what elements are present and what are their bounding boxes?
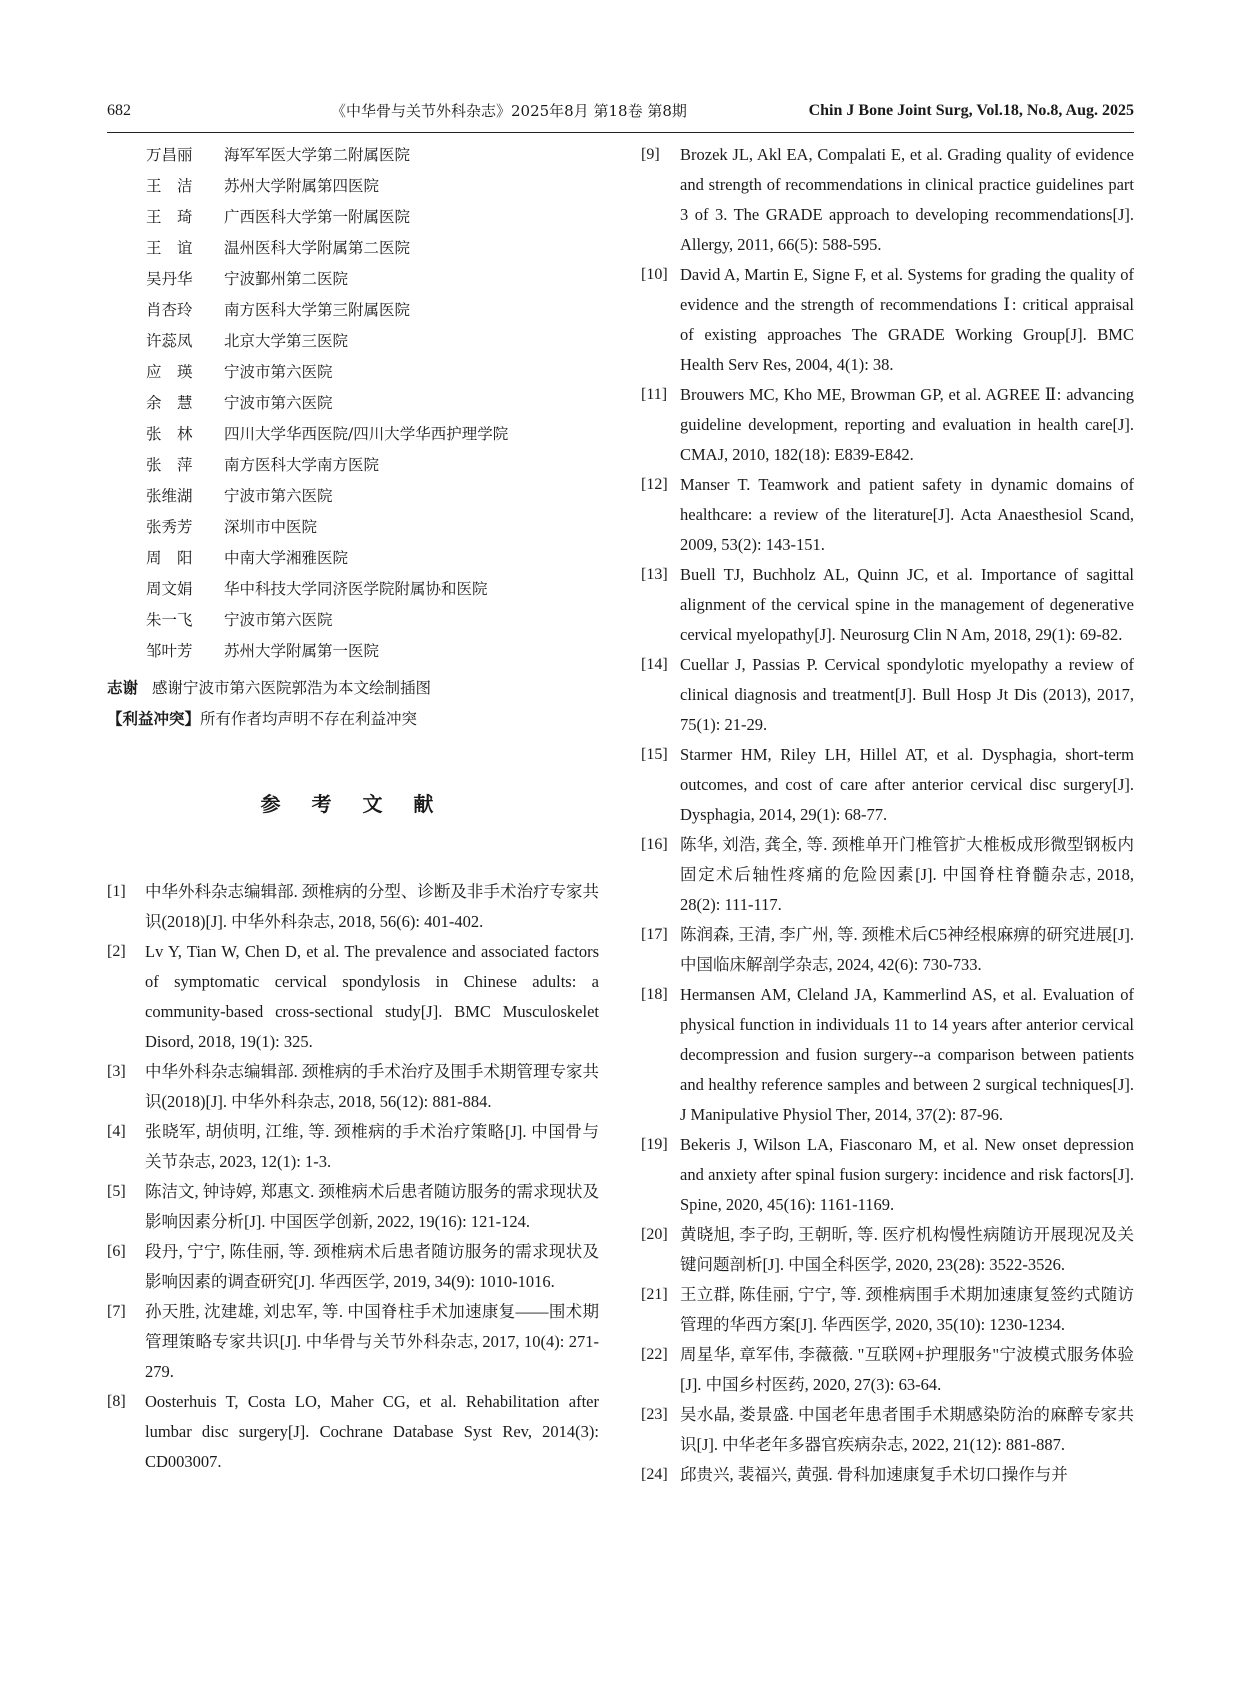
reference-text: 中华外科杂志编辑部. 颈椎病的分型、诊断及非手术治疗专家共识(2018)[J]. 中华外科杂志, 2018, 56(6): 401-402.	[145, 882, 599, 931]
reference-list-left	[107, 877, 599, 1477]
reference-number: [1]	[107, 883, 126, 900]
reference-text: 王立群, 陈佳丽, 宁宁, 等. 颈椎病围手术期加速康复签约式随访管理的华西方案[J]. 华西医学, 2020, 35(10): 1230-1234.	[680, 1285, 1134, 1334]
reference-item	[641, 380, 1134, 470]
member-name: 张维湖	[146, 487, 193, 505]
member-row	[107, 140, 599, 171]
reference-item	[641, 650, 1134, 740]
reference-item	[641, 140, 1134, 260]
member-row	[107, 295, 599, 326]
reference-text: Bekeris J, Wilson LA, Fiasconaro M, et al. New onset depression and anxiety after spinal fusion surgery: incidence and risk factors[J]. Spine, 2020, 45(16): 1161-1169.	[680, 1135, 1134, 1214]
reference-item	[641, 260, 1134, 380]
reference-number: [13]	[641, 566, 668, 583]
member-row	[107, 202, 599, 233]
reference-text: David A, Martin E, Signe F, et al. Systems for grading the quality of evidence and the strength of recommendations Ⅰ: critical appraisal of existing approaches The GRADE Working Group[J]. BMC Health Serv Res, 2004, 4(1): 38.	[680, 265, 1134, 374]
conflict-text: 所有作者均声明不存在利益冲突	[200, 710, 418, 728]
member-name: 张秀芳	[146, 518, 193, 536]
member-name: 万昌丽	[146, 146, 193, 164]
page-number: 682	[107, 102, 131, 119]
reference-text: Buell TJ, Buchholz AL, Quinn JC, et al. Importance of sagittal alignment of the cervical spine in the management of degenerative cervical myelopathy[J]. Neurosurg Clin N Am, 2018, 29(1): 69-82.	[680, 565, 1134, 644]
reference-number: [21]	[641, 1286, 668, 1303]
reference-item	[107, 937, 599, 1057]
member-row	[107, 574, 599, 605]
reference-text: 中华外科杂志编辑部. 颈椎病的手术治疗及围手术期管理专家共识(2018)[J]. 中华外科杂志, 2018, 56(12): 881-884.	[145, 1062, 599, 1111]
member-organization: 宁波市第六医院	[224, 611, 333, 629]
member-row	[107, 233, 599, 264]
reference-number: [22]	[641, 1346, 668, 1363]
reference-number: [14]	[641, 656, 668, 673]
reference-number: [15]	[641, 746, 668, 763]
reference-text: Oosterhuis T, Costa LO, Maher CG, et al. Rehabilitation after lumbar disc surgery[J]. Cochrane Database Syst Rev, 2014(3): CD003007.	[145, 1392, 599, 1471]
reference-text: 张晓军, 胡侦明, 江维, 等. 颈椎病的手术治疗策略[J]. 中国骨与关节杂志, 2023, 12(1): 1-3.	[145, 1122, 599, 1171]
right-column	[641, 140, 1134, 1490]
reference-number: [11]	[641, 386, 668, 403]
acknowledgement-block	[107, 673, 599, 735]
member-row	[107, 171, 599, 202]
reference-number: [7]	[107, 1303, 126, 1320]
conflict-label: 【利益冲突】	[107, 710, 201, 728]
member-row	[107, 388, 599, 419]
reference-item	[641, 1280, 1134, 1340]
member-organization: 南方医科大学南方医院	[224, 456, 380, 474]
reference-number: [4]	[107, 1123, 126, 1140]
reference-text: 陈洁文, 钟诗婷, 郑惠文. 颈椎病术后患者随访服务的需求现状及影响因素分析[J]. 中国医学创新, 2022, 19(16): 121-124.	[145, 1182, 599, 1231]
reference-text: Brozek JL, Akl EA, Compalati E, et al. Grading quality of evidence and strength of recommendations in clinical practice guidelines part 3 of 3. The GRADE approach to developing recommendations[J]. Allergy, 2011, 66(5): 588-595.	[680, 145, 1134, 254]
reference-item	[641, 560, 1134, 650]
member-row	[107, 357, 599, 388]
reference-text: Lv Y, Tian W, Chen D, et al. The prevalence and associated factors of symptomatic cervical spondylosis in Chinese adults: a community-based cross-sectional study[J]. BMC Musculoskelet Disord, 2018, 19(1): 325.	[145, 942, 599, 1051]
member-organization: 广西医科大学第一附属医院	[224, 208, 411, 226]
reference-number: [16]	[641, 836, 668, 853]
reference-number: [19]	[641, 1136, 668, 1153]
member-organization: 中南大学湘雅医院	[224, 549, 349, 567]
reference-item	[641, 1340, 1134, 1400]
reference-item	[641, 1460, 1134, 1490]
reference-number: [18]	[641, 986, 668, 1003]
reference-item	[107, 1297, 599, 1387]
reference-number: [12]	[641, 476, 668, 493]
reference-number: [20]	[641, 1226, 668, 1243]
member-row	[107, 419, 599, 450]
member-name: 余 慧	[146, 394, 193, 412]
member-name: 邹叶芳	[146, 642, 193, 660]
reference-text: 陈润森, 王清, 李广州, 等. 颈椎术后C5神经根麻痹的研究进展[J]. 中国临床解剖学杂志, 2024, 42(6): 730-733.	[680, 925, 1134, 974]
acknowledgement-label: 志谢	[107, 679, 139, 697]
reference-item	[641, 1130, 1134, 1220]
page-header	[107, 96, 1134, 126]
member-name: 应 瑛	[146, 363, 193, 381]
member-organization: 北京大学第三医院	[224, 332, 349, 350]
member-organization: 深圳市中医院	[224, 518, 318, 536]
reference-number: [23]	[641, 1406, 668, 1423]
reference-text: Brouwers MC, Kho ME, Browman GP, et al. AGREE Ⅱ: advancing guideline development, reporting and evaluation in health care[J]. CMAJ, 2010, 182(18): E839-E842.	[680, 385, 1134, 464]
reference-item	[107, 1117, 599, 1177]
member-organization: 温州医科大学附属第二医院	[224, 239, 411, 257]
member-name: 周文娟	[146, 580, 193, 598]
reference-item	[107, 1057, 599, 1117]
member-organization: 宁波鄞州第二医院	[224, 270, 349, 288]
reference-text: 邱贵兴, 裴福兴, 黄强. 骨科加速康复手术切口操作与并	[680, 1465, 1068, 1484]
acknowledgement	[107, 673, 599, 704]
reference-item	[641, 1220, 1134, 1280]
reference-text: Manser T. Teamwork and patient safety in dynamic domains of healthcare: a review of the literature[J]. Acta Anaesthesiol Scand, 2009, 53(2): 143-151.	[680, 475, 1134, 554]
member-row	[107, 636, 599, 667]
reference-number: [17]	[641, 926, 668, 943]
reference-item	[107, 1177, 599, 1237]
reference-number: [8]	[107, 1393, 126, 1410]
member-organization: 宁波市第六医院	[224, 487, 333, 505]
reference-text: 段丹, 宁宁, 陈佳丽, 等. 颈椎病术后患者随访服务的需求现状及影响因素的调查研究[J]. 华西医学, 2019, 34(9): 1010-1016.	[145, 1242, 599, 1291]
member-row	[107, 543, 599, 574]
member-name: 王 洁	[146, 177, 193, 195]
reference-item	[641, 980, 1134, 1130]
member-row	[107, 264, 599, 295]
member-row	[107, 450, 599, 481]
member-organization: 苏州大学附属第四医院	[224, 177, 380, 195]
member-organization: 四川大学华西医院/四川大学华西护理学院	[224, 425, 509, 443]
member-organization: 海军军医大学第二附属医院	[224, 146, 411, 164]
member-name: 王 谊	[146, 239, 193, 257]
reference-number: [3]	[107, 1063, 126, 1080]
reference-item	[107, 1387, 599, 1477]
reference-text: Starmer HM, Riley LH, Hillel AT, et al. Dysphagia, short-term outcomes, and cost of care after anterior cervical disc surgery[J]. Dysphagia, 2014, 29(1): 68-77.	[680, 745, 1134, 824]
reference-item	[641, 830, 1134, 920]
reference-item	[107, 1237, 599, 1297]
reference-item	[641, 740, 1134, 830]
member-organization: 华中科技大学同济医学院附属协和医院	[224, 580, 488, 598]
reference-item	[641, 1400, 1134, 1460]
reference-text: 周星华, 章军伟, 李薇薇. "互联网+护理服务"宁波模式服务体验[J]. 中国乡村医药, 2020, 27(3): 63-64.	[680, 1345, 1134, 1394]
member-name: 张 林	[146, 425, 193, 443]
reference-number: [9]	[641, 146, 660, 163]
reference-item	[107, 877, 599, 937]
reference-number: [5]	[107, 1183, 126, 1200]
reference-item	[641, 920, 1134, 980]
reference-number: [24]	[641, 1466, 668, 1483]
journal-title-en: Chin J Bone Joint Surg, Vol.18, No.8, Aug. 2025	[808, 102, 1134, 119]
member-list	[107, 140, 599, 667]
member-organization: 南方医科大学第三附属医院	[224, 301, 411, 319]
member-name: 张 萍	[146, 456, 193, 474]
member-row	[107, 481, 599, 512]
member-name: 周 阳	[146, 549, 193, 567]
member-name: 许蕊凤	[146, 332, 193, 350]
left-column	[107, 140, 599, 1477]
conflict-of-interest	[107, 704, 599, 735]
reference-text: Cuellar J, Passias P. Cervical spondylotic myelopathy a review of clinical diagnosis and treatment[J]. Bull Hosp Jt Dis (2013), 2017, 75(1): 21-29.	[680, 655, 1134, 734]
acknowledgement-text: 感谢宁波市第六医院郭浩为本文绘制插图	[152, 679, 432, 697]
journal-title-cn: 《中华骨与关节外科杂志》2025年8月 第18卷 第8期	[331, 102, 687, 120]
member-name: 王 琦	[146, 208, 193, 226]
reference-item	[641, 470, 1134, 560]
member-organization: 宁波市第六医院	[224, 394, 333, 412]
reference-text: 陈华, 刘浩, 龚全, 等. 颈椎单开门椎管扩大椎板成形微型钢板内固定术后轴性疼痛的危险因素[J]. 中国脊柱脊髓杂志, 2018, 28(2): 111-117.	[680, 835, 1134, 914]
member-name: 朱一飞	[146, 611, 193, 629]
member-name: 吴丹华	[146, 270, 193, 288]
member-organization: 苏州大学附属第一医院	[224, 642, 380, 660]
reference-text: 吴水晶, 娄景盛. 中国老年患者围手术期感染防治的麻醉专家共识[J]. 中华老年多器官疾病杂志, 2022, 21(12): 881-887.	[680, 1405, 1134, 1454]
header-rule	[107, 132, 1134, 133]
member-row	[107, 326, 599, 357]
member-name: 肖杏玲	[146, 301, 193, 319]
reference-text: 孙天胜, 沈建雄, 刘忠军, 等. 中国脊柱手术加速康复——围术期管理策略专家共识[J]. 中华骨与关节外科杂志, 2017, 10(4): 271-279.	[145, 1302, 599, 1381]
reference-list-right	[641, 140, 1134, 1490]
reference-text: Hermansen AM, Cleland JA, Kammerlind AS, et al. Evaluation of physical function in individuals 11 to 14 years after anterior cervical decompression and fusion surgery--a comparison between patients and healthy reference samples and between 2 surgical techniques[J]. J Manipulative Physiol Ther, 2014, 37(2): 87-96.	[680, 985, 1134, 1124]
reference-number: [2]	[107, 943, 126, 960]
reference-number: [10]	[641, 266, 668, 283]
member-organization: 宁波市第六医院	[224, 363, 333, 381]
reference-text: 黄晓旭, 李子昀, 王朝昕, 等. 医疗机构慢性病随访开展现况及关键问题剖析[J]. 中国全科医学, 2020, 23(28): 3522-3526.	[680, 1225, 1134, 1274]
reference-number: [6]	[107, 1243, 126, 1260]
member-row	[107, 512, 599, 543]
references-title: 参 考 文 献	[260, 792, 446, 816]
member-row	[107, 605, 599, 636]
